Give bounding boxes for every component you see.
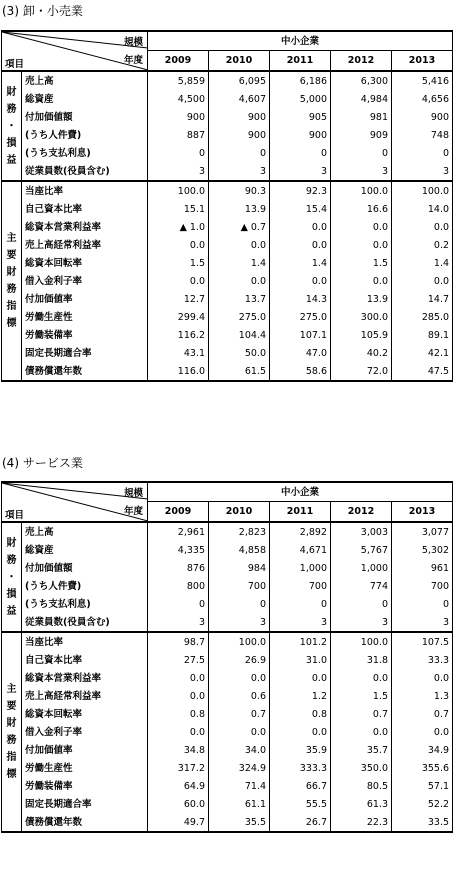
group-label-char: 務 [6, 103, 17, 115]
table-row [2, 344, 453, 362]
value-cell: 101.2 [270, 632, 331, 651]
value-cell: 0.0 [209, 272, 270, 290]
value-cell: 35.9 [270, 741, 331, 759]
group-label-char: 標 [6, 318, 17, 329]
value-cell: 40.2 [331, 344, 392, 362]
group-label [2, 181, 22, 381]
group-label [2, 71, 22, 181]
row-label: 自己資本比率 [22, 200, 148, 218]
value-cell: 34.0 [209, 741, 270, 759]
value-cell: 0.0 [148, 272, 209, 290]
group-label-char: 指 [6, 752, 17, 763]
value-cell: 0.0 [331, 723, 392, 741]
value-cell: 71.4 [209, 777, 270, 795]
value-cell: 4,607 [209, 90, 270, 108]
value-cell: 700 [392, 577, 453, 595]
value-cell: 1.4 [209, 254, 270, 272]
row-label: 総資産 [22, 90, 148, 108]
table-row [2, 541, 453, 559]
value-cell: 3 [148, 613, 209, 632]
value-cell: 0.2 [392, 236, 453, 254]
value-cell: 3 [270, 162, 331, 181]
value-cell: 72.0 [331, 362, 392, 381]
table-row [2, 687, 453, 705]
value-cell: 900 [270, 126, 331, 144]
table-row [2, 795, 453, 813]
value-cell: 300.0 [331, 308, 392, 326]
value-cell: 3 [209, 162, 270, 181]
year-header-cell: 2011 [270, 51, 331, 72]
table-row [2, 71, 453, 90]
group-label [2, 522, 22, 632]
value-cell: 5,302 [392, 541, 453, 559]
value-cell: 1.5 [148, 254, 209, 272]
group-label-char: 務 [6, 735, 17, 746]
value-cell: 0.7 [392, 705, 453, 723]
table-row [2, 577, 453, 595]
value-cell: 355.6 [392, 759, 453, 777]
company-size-header: 中小企業 [148, 482, 453, 502]
value-cell: 4,671 [270, 541, 331, 559]
value-cell: ▲ 1.0 [148, 218, 209, 236]
value-cell: 0 [270, 595, 331, 613]
item-label: 項目 [5, 59, 25, 70]
value-cell: 13.7 [209, 290, 270, 308]
row-label: 売上高 [22, 522, 148, 541]
value-cell: 0.6 [209, 687, 270, 705]
value-cell: 900 [392, 108, 453, 126]
scale-label: 規模 [123, 488, 143, 499]
row-label: 労働生産性 [22, 759, 148, 777]
value-cell: 0 [331, 144, 392, 162]
value-cell: 100.0 [148, 181, 209, 200]
value-cell: 57.1 [392, 777, 453, 795]
row-label: 総資本営業利益率 [22, 218, 148, 236]
value-cell: 47.5 [392, 362, 453, 381]
value-cell: 0.0 [209, 669, 270, 687]
value-cell: 0.0 [209, 236, 270, 254]
row-label: 借入金利子率 [22, 272, 148, 290]
section-title-wholesale-retail: (3) 卸・小売業 [2, 4, 83, 18]
value-cell: 333.3 [270, 759, 331, 777]
value-cell: 0.7 [209, 705, 270, 723]
table-row [2, 777, 453, 795]
value-cell: 34.9 [392, 741, 453, 759]
group-label-char: 財 [6, 267, 17, 278]
value-cell: 90.3 [209, 181, 270, 200]
row-label: 借入金利子率 [22, 723, 148, 741]
year-header-cell: 2009 [148, 51, 209, 72]
financial-table-wholesale-retail [1, 30, 453, 382]
value-cell: 89.1 [392, 326, 453, 344]
value-cell: 31.8 [331, 651, 392, 669]
value-cell: 905 [270, 108, 331, 126]
value-cell: 900 [209, 126, 270, 144]
value-cell: 47.0 [270, 344, 331, 362]
row-label: 総資本回転率 [22, 705, 148, 723]
value-cell: 66.7 [270, 777, 331, 795]
value-cell: 961 [392, 559, 453, 577]
table-row [2, 632, 453, 651]
table-row [2, 200, 453, 218]
value-cell: 0.0 [148, 669, 209, 687]
row-label: 固定長期適合率 [22, 795, 148, 813]
value-cell: 0.0 [392, 669, 453, 687]
row-label: 付加価値率 [22, 741, 148, 759]
group-label-char: 指 [6, 301, 17, 312]
table-row [2, 162, 453, 181]
row-label: (うち人件費) [22, 126, 148, 144]
value-cell: 6,300 [331, 71, 392, 90]
value-cell: 0 [392, 595, 453, 613]
value-cell: 1.2 [270, 687, 331, 705]
value-cell: 800 [148, 577, 209, 595]
company-size-header: 中小企業 [148, 31, 453, 51]
value-cell: 116.0 [148, 362, 209, 381]
year-header-cell: 2009 [148, 502, 209, 523]
value-cell: 3,077 [392, 522, 453, 541]
value-cell: 981 [331, 108, 392, 126]
value-cell: 22.3 [331, 813, 392, 832]
row-label: 当座比率 [22, 632, 148, 651]
value-cell: 0 [392, 144, 453, 162]
value-cell: 100.0 [331, 181, 392, 200]
value-cell: 116.2 [148, 326, 209, 344]
value-cell: 876 [148, 559, 209, 577]
value-cell: 35.7 [331, 741, 392, 759]
value-cell: 0.0 [331, 236, 392, 254]
group-label-char: 財 [6, 718, 17, 729]
group-label-char: 財 [6, 537, 17, 549]
header-corner-cell [2, 482, 148, 522]
header-corner-cell [2, 31, 148, 71]
value-cell: 0 [148, 144, 209, 162]
value-cell: 50.0 [209, 344, 270, 362]
value-cell: 107.5 [392, 632, 453, 651]
group-label-char: 要 [6, 701, 17, 712]
value-cell: 43.1 [148, 344, 209, 362]
table-row [2, 290, 453, 308]
value-cell: 15.1 [148, 200, 209, 218]
row-label: 従業員数(役員含む) [22, 162, 148, 181]
table-row [2, 705, 453, 723]
value-cell: 0 [209, 144, 270, 162]
group-label-char: 財 [6, 86, 17, 98]
value-cell: 55.5 [270, 795, 331, 813]
table-row [2, 613, 453, 632]
table-row [2, 759, 453, 777]
table-row [2, 126, 453, 144]
value-cell: 748 [392, 126, 453, 144]
row-label: 債務償還年数 [22, 813, 148, 832]
value-cell: 13.9 [331, 290, 392, 308]
table-row [2, 362, 453, 381]
scale-label: 規模 [123, 37, 143, 48]
row-label: 債務償還年数 [22, 362, 148, 381]
value-cell: 1,000 [270, 559, 331, 577]
value-cell: 350.0 [331, 759, 392, 777]
header-row [2, 31, 453, 51]
value-cell: 92.3 [270, 181, 331, 200]
value-cell: 774 [331, 577, 392, 595]
row-label: 固定長期適合率 [22, 344, 148, 362]
table-row [2, 723, 453, 741]
value-cell: 299.4 [148, 308, 209, 326]
value-cell: 33.5 [392, 813, 453, 832]
row-label: (うち支払利息) [22, 595, 148, 613]
value-cell: 887 [148, 126, 209, 144]
row-label: 当座比率 [22, 181, 148, 200]
value-cell: 2,961 [148, 522, 209, 541]
table-row [2, 254, 453, 272]
table-row [2, 595, 453, 613]
value-cell: 60.0 [148, 795, 209, 813]
table-row [2, 308, 453, 326]
value-cell: 0.0 [270, 723, 331, 741]
value-cell: 0.0 [392, 272, 453, 290]
value-cell: 0.0 [148, 687, 209, 705]
table-row [2, 522, 453, 541]
value-cell: 5,416 [392, 71, 453, 90]
value-cell: 107.1 [270, 326, 331, 344]
value-cell: 100.0 [331, 632, 392, 651]
value-cell: 61.3 [331, 795, 392, 813]
section-title-service: (4) サービス業 [2, 456, 83, 470]
row-label: 付加価値額 [22, 108, 148, 126]
group-label-char: 務 [6, 284, 17, 295]
group-label-char: 務 [6, 554, 17, 566]
value-cell: 6,186 [270, 71, 331, 90]
row-label: 付加価値額 [22, 559, 148, 577]
table-row [2, 669, 453, 687]
value-cell: 0.8 [270, 705, 331, 723]
value-cell: 12.7 [148, 290, 209, 308]
row-label: 売上高 [22, 71, 148, 90]
group-label-char: 主 [6, 684, 17, 695]
value-cell: 285.0 [392, 308, 453, 326]
row-label: 労働生産性 [22, 308, 148, 326]
value-cell: 909 [331, 126, 392, 144]
year-header-cell: 2011 [270, 502, 331, 523]
value-cell: 64.9 [148, 777, 209, 795]
value-cell: 2,892 [270, 522, 331, 541]
row-label: 労働装備率 [22, 326, 148, 344]
value-cell: 13.9 [209, 200, 270, 218]
group-label-char: 要 [6, 250, 17, 261]
table-row [2, 236, 453, 254]
value-cell: 14.3 [270, 290, 331, 308]
year-label: 年度 [123, 55, 143, 66]
value-cell: 3,003 [331, 522, 392, 541]
group-label-char: 益 [6, 154, 17, 166]
table-row [2, 108, 453, 126]
value-cell: 33.3 [392, 651, 453, 669]
group-label-char: 益 [6, 605, 17, 617]
value-cell: 0.0 [148, 236, 209, 254]
row-label: 売上高経常利益率 [22, 236, 148, 254]
year-header-cell: 2012 [331, 502, 392, 523]
value-cell: 1.4 [270, 254, 331, 272]
year-label: 年度 [123, 506, 143, 517]
value-cell: 0.0 [148, 723, 209, 741]
header-row [2, 482, 453, 502]
value-cell: 5,767 [331, 541, 392, 559]
value-cell: 275.0 [270, 308, 331, 326]
value-cell: ▲ 0.7 [209, 218, 270, 236]
value-cell: 26.7 [270, 813, 331, 832]
year-header-cell: 2010 [209, 51, 270, 72]
group-label-char: 主 [6, 233, 17, 244]
table-row [2, 813, 453, 832]
value-cell: 0.0 [331, 218, 392, 236]
row-label: 自己資本比率 [22, 651, 148, 669]
value-cell: 317.2 [148, 759, 209, 777]
row-label: (うち人件費) [22, 577, 148, 595]
value-cell: 3 [148, 162, 209, 181]
value-cell: 27.5 [148, 651, 209, 669]
group-label-char: 標 [6, 769, 17, 780]
value-cell: 1.5 [331, 254, 392, 272]
value-cell: 324.9 [209, 759, 270, 777]
value-cell: 984 [209, 559, 270, 577]
value-cell: 3 [331, 613, 392, 632]
row-label: 総資本回転率 [22, 254, 148, 272]
value-cell: 104.4 [209, 326, 270, 344]
value-cell: 0 [148, 595, 209, 613]
row-label: 売上高経常利益率 [22, 687, 148, 705]
value-cell: 4,656 [392, 90, 453, 108]
value-cell: 80.5 [331, 777, 392, 795]
value-cell: 700 [270, 577, 331, 595]
group-label-char: 損 [6, 588, 17, 600]
value-cell: 2,823 [209, 522, 270, 541]
year-header-cell: 2010 [209, 502, 270, 523]
value-cell: 3 [270, 613, 331, 632]
value-cell: 4,984 [331, 90, 392, 108]
table-row [2, 90, 453, 108]
table-row [2, 651, 453, 669]
value-cell: 700 [209, 577, 270, 595]
value-cell: 0 [331, 595, 392, 613]
table-row [2, 326, 453, 344]
value-cell: 0.0 [392, 723, 453, 741]
value-cell: 4,500 [148, 90, 209, 108]
value-cell: 4,335 [148, 541, 209, 559]
value-cell: 58.6 [270, 362, 331, 381]
row-label: 総資産 [22, 541, 148, 559]
value-cell: 0.0 [270, 218, 331, 236]
value-cell: 31.0 [270, 651, 331, 669]
table-row [2, 218, 453, 236]
value-cell: 0.0 [209, 723, 270, 741]
group-label-char: ・ [6, 571, 17, 583]
group-label-char: 損 [6, 137, 17, 149]
value-cell: 0 [270, 144, 331, 162]
value-cell: 6,095 [209, 71, 270, 90]
value-cell: 42.1 [392, 344, 453, 362]
value-cell: 275.0 [209, 308, 270, 326]
value-cell: 0 [209, 595, 270, 613]
value-cell: 100.0 [392, 181, 453, 200]
year-header-cell: 2013 [392, 51, 453, 72]
value-cell: 1.4 [392, 254, 453, 272]
value-cell: 1.3 [392, 687, 453, 705]
value-cell: 1,000 [331, 559, 392, 577]
value-cell: 1.5 [331, 687, 392, 705]
value-cell: 15.4 [270, 200, 331, 218]
value-cell: 0.0 [331, 669, 392, 687]
table-row [2, 272, 453, 290]
table-row [2, 181, 453, 200]
value-cell: 105.9 [331, 326, 392, 344]
value-cell: 35.5 [209, 813, 270, 832]
value-cell: 0.0 [270, 272, 331, 290]
value-cell: 0.0 [270, 236, 331, 254]
item-label: 項目 [5, 510, 25, 521]
group-label-char: ・ [6, 120, 17, 132]
value-cell: 0.8 [148, 705, 209, 723]
value-cell: 3 [392, 162, 453, 181]
table-row [2, 741, 453, 759]
row-label: 付加価値率 [22, 290, 148, 308]
value-cell: 0.0 [270, 669, 331, 687]
value-cell: 49.7 [148, 813, 209, 832]
value-cell: 61.5 [209, 362, 270, 381]
value-cell: 5,000 [270, 90, 331, 108]
financial-table-service [1, 481, 453, 833]
value-cell: 61.1 [209, 795, 270, 813]
value-cell: 3 [209, 613, 270, 632]
table-row [2, 144, 453, 162]
value-cell: 34.8 [148, 741, 209, 759]
group-label [2, 632, 22, 832]
year-header-cell: 2013 [392, 502, 453, 523]
table-row [2, 559, 453, 577]
value-cell: 900 [209, 108, 270, 126]
value-cell: 14.7 [392, 290, 453, 308]
value-cell: 16.6 [331, 200, 392, 218]
value-cell: 3 [331, 162, 392, 181]
value-cell: 3 [392, 613, 453, 632]
year-header-cell: 2012 [331, 51, 392, 72]
value-cell: 98.7 [148, 632, 209, 651]
row-label: 総資本営業利益率 [22, 669, 148, 687]
value-cell: 100.0 [209, 632, 270, 651]
value-cell: 900 [148, 108, 209, 126]
value-cell: 4,858 [209, 541, 270, 559]
row-label: (うち支払利息) [22, 144, 148, 162]
value-cell: 14.0 [392, 200, 453, 218]
value-cell: 0.0 [392, 218, 453, 236]
row-label: 労働装備率 [22, 777, 148, 795]
row-label: 従業員数(役員含む) [22, 613, 148, 632]
value-cell: 26.9 [209, 651, 270, 669]
value-cell: 0.7 [331, 705, 392, 723]
value-cell: 5,859 [148, 71, 209, 90]
value-cell: 0.0 [331, 272, 392, 290]
value-cell: 52.2 [392, 795, 453, 813]
